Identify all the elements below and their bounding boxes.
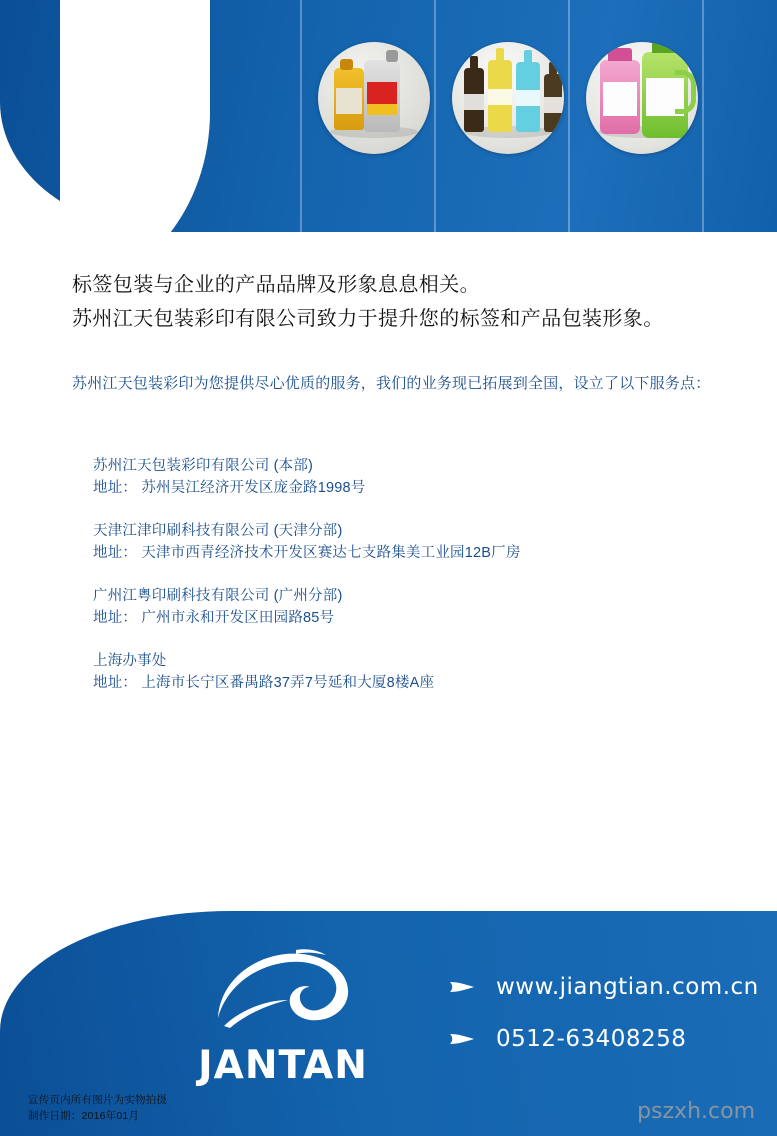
intro-paragraph: 苏州江天包装彩印为您提供尽心优质的服务，我们的业务现已拓展到全国，设立了以下服务点： — [72, 375, 711, 392]
brand-wordmark: JANTAN — [198, 1043, 368, 1088]
bottle-dark-2 — [544, 74, 562, 132]
office-name: 广州江粤印刷科技有限公司 (广州分部) — [93, 588, 343, 604]
office-name: 天津江津印刷科技有限公司 (天津分部) — [93, 523, 343, 539]
bottle-yellow — [488, 60, 512, 132]
oil-bottle-yellow — [334, 68, 364, 130]
footnote-line-1: 宣传页内所有图片为实物拍摄 — [28, 1094, 168, 1106]
product-photo-detergent — [586, 42, 698, 154]
company-logo — [168, 948, 398, 1088]
banner-divider-1 — [300, 0, 302, 232]
footnote-line-2: 制作日期：2016年01月 — [28, 1110, 140, 1122]
contact-row-phone[interactable] — [448, 1026, 768, 1052]
product-photo-beverages — [452, 42, 564, 154]
office-address: 地址： 天津市西青经济技术开发区赛达七支路集美工业园12B厂房 — [93, 545, 521, 561]
office-list — [93, 455, 713, 715]
office-name: 苏州江天包装彩印有限公司 (本部) — [93, 458, 314, 474]
watermark-text: pszxh.com — [637, 1099, 755, 1124]
contact-row-website[interactable] — [448, 974, 768, 1000]
top-banner — [0, 0, 777, 232]
bottle-cyan — [516, 62, 540, 132]
arrow-right-icon — [448, 978, 478, 996]
phone-text: 0512-63408258 — [496, 1026, 687, 1052]
office-address: 地址： 广州市永和开发区田园路85号 — [93, 610, 335, 626]
top-banner-left-curve — [60, 0, 210, 232]
office-item — [93, 520, 713, 565]
headline-line-2: 苏州江天包装彩印有限公司致力于提升您的标签和产品包装形象。 — [72, 308, 664, 330]
swoosh-icon — [210, 948, 360, 1032]
office-item — [93, 455, 713, 500]
office-item — [93, 650, 713, 695]
bottle-dark-1 — [464, 68, 484, 132]
detergent-bottle-green — [642, 52, 688, 138]
office-item — [93, 585, 713, 630]
office-address: 地址： 上海市长宁区番禺路37弄7号延和大厦8楼A座 — [93, 675, 435, 691]
headline-line-1: 标签包装与企业的产品品牌及形象息息相关。 — [72, 274, 480, 296]
office-name: 上海办事处 — [93, 653, 167, 669]
banner-divider-3 — [568, 0, 570, 232]
footnote — [28, 1092, 167, 1124]
banner-divider-4 — [702, 0, 704, 232]
website-text: www.jiangtian.com.cn — [496, 974, 759, 1000]
office-address: 地址： 苏州吴江经济开发区庞金路1998号 — [93, 480, 366, 496]
oil-bottle-grey — [364, 60, 400, 132]
contact-list — [448, 974, 768, 1078]
arrow-right-icon — [448, 1030, 478, 1048]
detergent-bottle-pink — [600, 60, 640, 134]
page-headline — [72, 268, 722, 336]
product-photo-motor-oil — [318, 42, 430, 154]
banner-divider-2 — [434, 0, 436, 232]
